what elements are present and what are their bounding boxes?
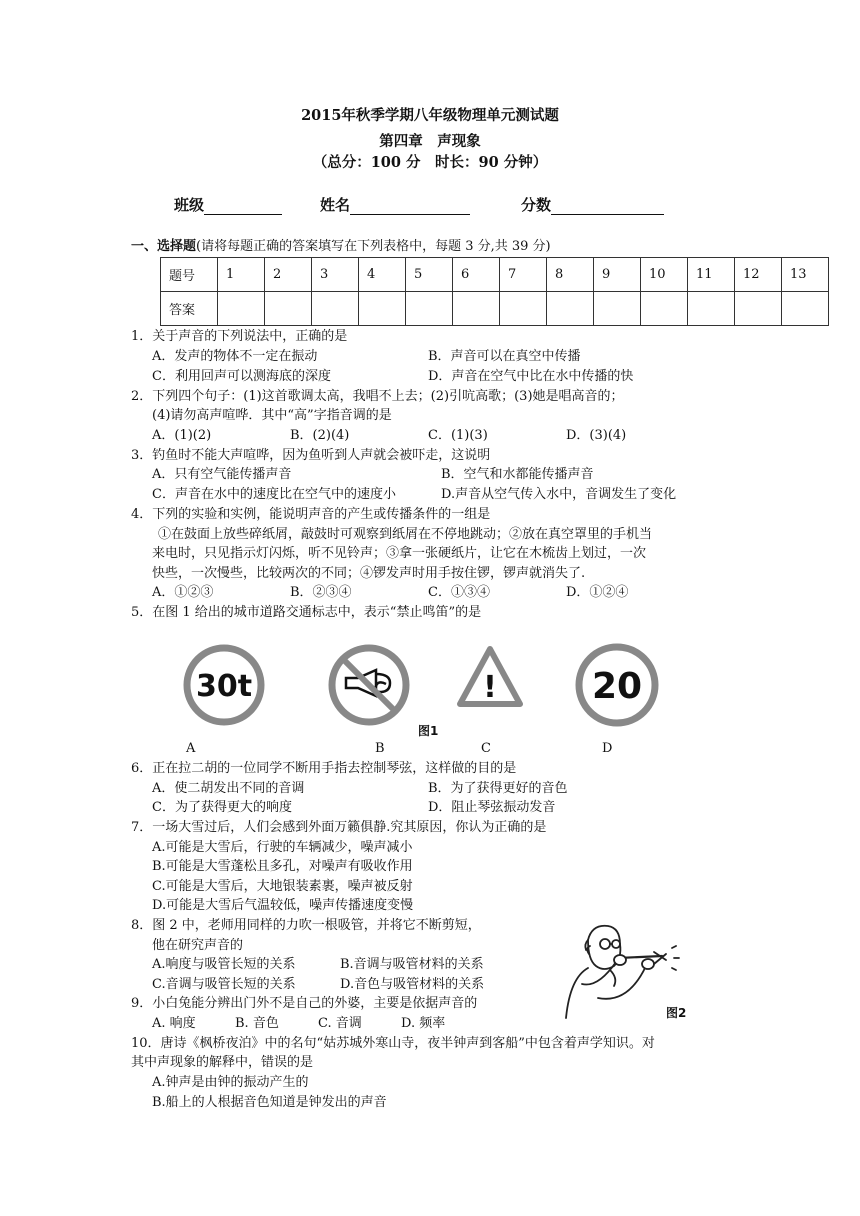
q9-option-c: C. 音调 [318, 1016, 362, 1031]
question-4: 4．下列的实验和实例，能说明声音的产生或传播条件的一组是 [131, 507, 491, 522]
q6-option-c: C．为了获得更大的响度 [152, 800, 292, 815]
section-instruction: (请将每题正确的答案填写在下列表格中，每题 3 分,共 39 分) [196, 239, 551, 254]
q3-option-b: B．空气和水都能传播声音 [441, 467, 594, 482]
question-4-line3: 快些，一次慢些，比较两次的不同；④锣发声时用手按住锣，锣声就消失了. [152, 566, 586, 581]
question-10-cont: 其中声现象的解释中，错误的是 [131, 1055, 314, 1070]
number-cell: 2 [265, 258, 312, 292]
q1-option-c: C．利用回声可以测海底的深度 [152, 369, 331, 384]
number-cell: 6 [453, 258, 500, 292]
answer-cell[interactable] [406, 292, 453, 326]
exam-meta: （总分：100 分 时长：90 分钟） [312, 154, 548, 171]
answer-cell[interactable] [453, 292, 500, 326]
q6-option-a: A．使二胡发出不同的音调 [152, 781, 305, 796]
q4-option-c: C．①③④ [428, 585, 490, 600]
answer-cell[interactable] [688, 292, 735, 326]
answer-cell[interactable] [312, 292, 359, 326]
number-row [161, 258, 829, 292]
answer-cell[interactable] [641, 292, 688, 326]
question-2: 2．下列四个句子：(1)这首歌调太高，我唱不上去；(2)引吭高歌；(3)她是唱高音的； [131, 389, 624, 404]
q8-option-d: D.音色与吸管材料的关系 [340, 977, 485, 992]
q3-option-a: A．只有空气能传播声音 [152, 467, 292, 482]
figure-label-d: D [602, 741, 613, 756]
answer-cell[interactable] [735, 292, 782, 326]
score-label: 分数 [521, 196, 552, 214]
number-cell: 11 [688, 258, 735, 292]
question-7: 7．一场大雪过后，人们会感到外面万籁俱静.究其原因，你认为正确的是 [131, 820, 547, 835]
question-1: 1．关于声音的下列说法中，正确的是 [131, 329, 348, 344]
answer-cell[interactable] [265, 292, 312, 326]
number-cell: 3 [312, 258, 359, 292]
figure-label-b: B [375, 741, 385, 756]
answer-cell[interactable] [594, 292, 641, 326]
number-cell: 7 [500, 258, 547, 292]
name-label: 姓名 [320, 196, 351, 214]
q3-option-d: D.声音从空气传入水中，音调发生了变化 [441, 487, 677, 502]
answer-row-label: 答案 [161, 292, 218, 326]
q7-option-d: D.可能是大雪后气温较低，噪声传播速度变慢 [152, 898, 414, 913]
q1-option-d: D．声音在空气中比在水中传播的快 [428, 369, 634, 384]
section-heading [131, 237, 551, 256]
question-4-line2: 来电时，只见指示灯闪烁，听不见铃声；③拿一张硬纸片，让它在木梳齿上划过，一次 [152, 546, 647, 561]
question-4-line1: ①在鼓面上放些碎纸屑，敲鼓时可观察到纸屑在不停地跳动；②放在真空罩里的手机当 [158, 527, 653, 542]
figure-label-a: A [186, 741, 196, 756]
figure-1-caption: 图1 [418, 724, 439, 738]
sign-a-30t [183, 644, 265, 726]
question-3: 3．钓鱼时不能大声喧哗，因为鱼听到人声就会被吓走，这说明 [131, 448, 491, 463]
page-title: 2015年秋季学期八年级物理单元测试题 [301, 107, 559, 124]
q6-option-b: B．为了获得更好的音色 [428, 781, 568, 796]
sign-d-text: 20 [591, 666, 643, 707]
q10-option-a: A.钟声是由钟的振动产生的 [152, 1075, 309, 1090]
question-10: 10．唐诗《枫桥夜泊》中的名句“姑苏城外寒山寺，夜半钟声到客船”中包含着声学知识。对 [131, 1036, 655, 1051]
sign-c-warning [456, 645, 524, 709]
question-8-cont: 他在研究声音的 [152, 938, 244, 953]
answer-cell[interactable] [500, 292, 547, 326]
q8-option-a: A.响度与吸管长短的关系 [152, 957, 296, 972]
name-field[interactable] [320, 196, 470, 215]
q2-option-a: A．(1)(2) [152, 428, 212, 443]
q9-option-b: B. 音色 [235, 1016, 279, 1031]
chapter-title: 第四章 声现象 [379, 133, 481, 150]
q2-option-c: C．(1)(3) [428, 428, 488, 443]
q10-option-b: B.船上的人根据音色知道是钟发出的声音 [152, 1095, 387, 1110]
number-cell: 5 [406, 258, 453, 292]
q7-option-a: A.可能是大雪后，行驶的车辆减少，噪声减小 [152, 840, 413, 855]
sign-a-text: 30t [195, 669, 253, 704]
q4-option-d: D．①②④ [566, 585, 629, 600]
class-label: 班级 [174, 196, 205, 214]
question-5: 5．在图 1 给出的城市道路交通标志中，表示“禁止鸣笛”的是 [131, 605, 482, 620]
score-field[interactable] [521, 196, 664, 215]
answer-row [161, 292, 829, 326]
q1-option-a: A．发声的物体不一定在振动 [152, 349, 318, 364]
number-cell: 4 [359, 258, 406, 292]
q4-option-b: B．②③④ [290, 585, 352, 600]
answer-cell[interactable] [218, 292, 265, 326]
sign-d-20 [575, 643, 659, 727]
section-title: 一、选择题 [131, 239, 197, 254]
figure-label-c: C [481, 741, 491, 756]
q6-option-d: D．阻止琴弦振动发音 [428, 800, 556, 815]
class-field[interactable] [174, 196, 282, 215]
q2-option-d: D．(3)(4) [566, 428, 627, 443]
q7-option-b: B.可能是大雪蓬松且多孔，对噪声有吸收作用 [152, 859, 413, 874]
answer-cell[interactable] [359, 292, 406, 326]
q8-option-c: C.音调与吸管长短的关系 [152, 977, 296, 992]
figure-2-caption: 图2 [666, 1006, 687, 1020]
sign-c-text: ! [483, 670, 497, 705]
q8-option-b: B.音调与吸管材料的关系 [340, 957, 484, 972]
q1-option-b: B．声音可以在真空中传播 [428, 349, 581, 364]
q3-option-c: C．声音在水中的速度比在空气中的速度小 [152, 487, 396, 502]
answer-table [160, 257, 829, 326]
question-2-cont: (4)请勿高声喧哗．其中“高”字指音调的是 [152, 408, 392, 423]
answer-cell[interactable] [547, 292, 594, 326]
number-cell: 10 [641, 258, 688, 292]
number-row-label: 题号 [161, 258, 218, 292]
number-cell: 13 [782, 258, 829, 292]
q7-option-c: C.可能是大雪后，大地银装素裹，噪声被反射 [152, 879, 413, 894]
answer-cell[interactable] [782, 292, 829, 326]
q2-option-b: B．(2)(4) [290, 428, 350, 443]
no-horn-icon [328, 644, 410, 726]
q9-option-d: D. 频率 [401, 1016, 446, 1031]
question-8: 8．图 2 中，老师用同样的力吹一根吸管，并将它不断剪短， [131, 918, 481, 933]
number-cell: 12 [735, 258, 782, 292]
question-6: 6．正在拉二胡的一位同学不断用手指去控制琴弦，这样做的目的是 [131, 761, 517, 776]
q9-option-a: A. 响度 [152, 1016, 196, 1031]
number-cell: 8 [547, 258, 594, 292]
q4-option-a: A．①②③ [152, 585, 214, 600]
number-cell: 9 [594, 258, 641, 292]
number-cell: 1 [218, 258, 265, 292]
question-9: 9．小白兔能分辨出门外不是自己的外婆，主要是依据声音的 [131, 996, 478, 1011]
